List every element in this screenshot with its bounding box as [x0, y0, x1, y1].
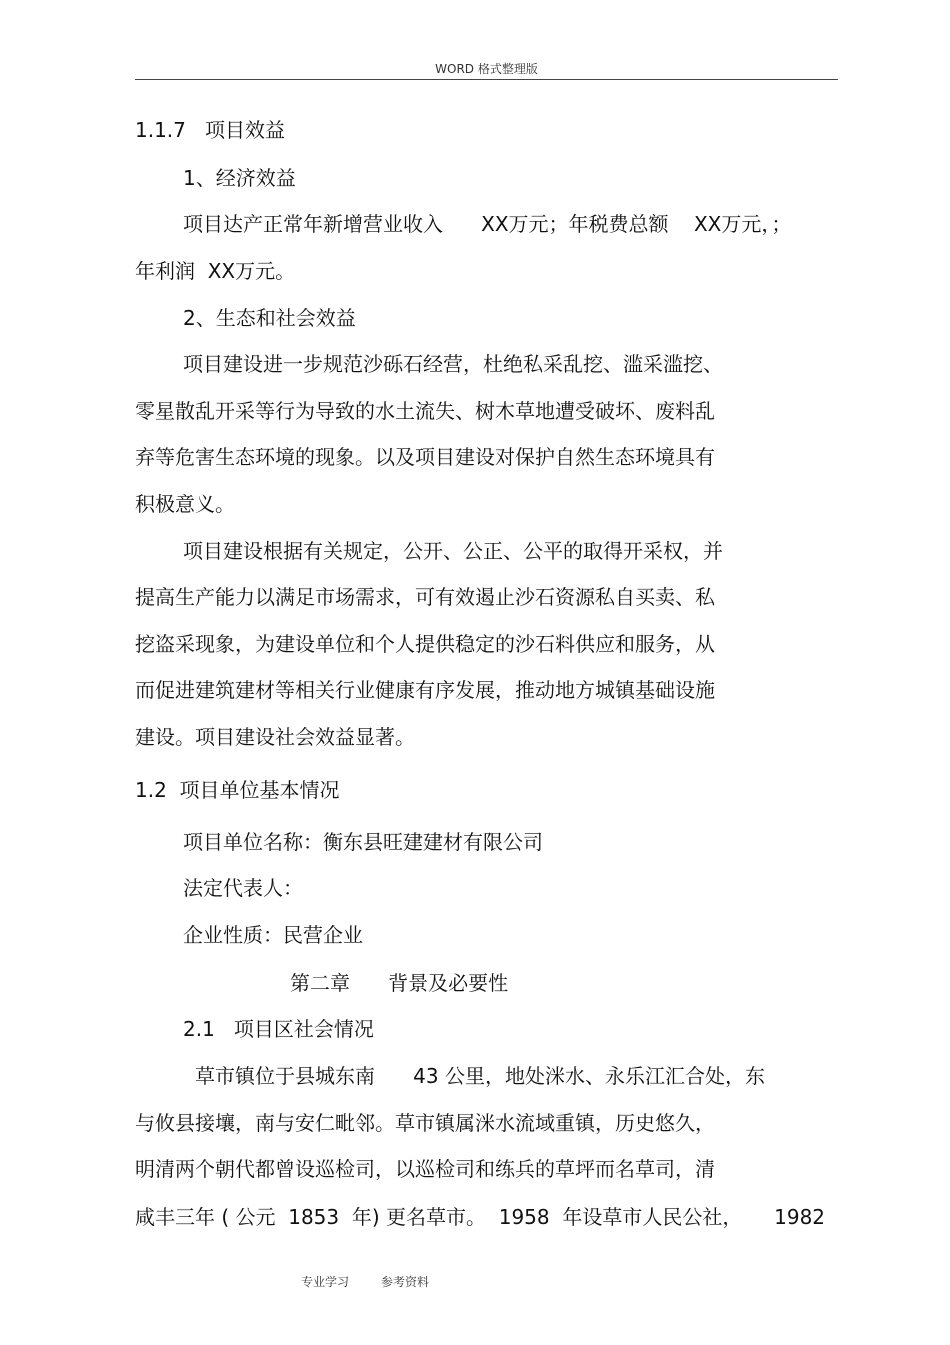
info-line: 项目单位名称：衡东县旺建建材有限公司	[183, 830, 543, 854]
footer-left-label: 专业学习	[301, 1275, 350, 1289]
header-divider	[135, 79, 838, 80]
subsection-heading: 1、经济效益	[183, 166, 296, 190]
info-line: 企业性质：民营企业	[183, 923, 363, 947]
paragraph-line: 挖盗采现象，为建设单位和个人提供稳定的沙石料供应和服务，从	[135, 632, 715, 656]
info-line: 法定代表人：	[183, 876, 303, 900]
paragraph-line: 项目建设进一步规范沙砾石经营，杜绝私采乱挖、滥采滥挖、	[183, 352, 723, 376]
page-header: WORD 格式整理版	[435, 62, 538, 76]
paragraph-line: 草市镇位于县城东南 43 公里，地处洣水、永乐江汇合处，东	[195, 1064, 765, 1088]
paragraph-line: 明清两个朝代都曾设巡检司，以巡检司和练兵的草坪而名草司，清	[135, 1157, 715, 1181]
paragraph-line: 积极意义。	[135, 492, 235, 516]
paragraph-line: 提高生产能力以满足市场需求，可有效遏止沙石资源私自买卖、私	[135, 585, 715, 609]
chapter-title: 第二章 背景及必要性	[290, 971, 509, 995]
paragraph-line: 咸丰三年 ( 公元 1853 年) 更名草市。 1958 年设草市人民公社， 1982	[135, 1205, 826, 1229]
section-heading: 1.2 项目单位基本情况	[135, 778, 340, 802]
paragraph-line: 与攸县接壤，南与安仁毗邻。草市镇属洣水流域重镇，历史悠久，	[135, 1111, 715, 1135]
paragraph-line: 建设。项目建设社会效益显著。	[135, 725, 415, 749]
section-heading: 2.1 项目区社会情况	[183, 1017, 374, 1041]
paragraph-line: 弃等危害生态环境的现象。以及项目建设对保护自然生态环境具有	[135, 445, 715, 469]
section-heading: 1.1.7 项目效益	[135, 118, 285, 142]
subsection-heading: 2、生态和社会效益	[183, 306, 356, 330]
paragraph-line: 年利润 XX万元。	[135, 259, 296, 283]
paragraph-line: 零星散乱开采等行为导致的水土流失、树木草地遭受破坏、废料乱	[135, 399, 715, 423]
paragraph-line: 项目建设根据有关规定，公开、公正、公平的取得开采权，并	[183, 539, 723, 563]
footer-right-label: 参考资料	[381, 1275, 430, 1289]
paragraph-line: 项目达产正常年新增营业收入 XX万元；年税费总额 XX万元，；	[183, 212, 792, 236]
paragraph-line: 而促进建筑建材等相关行业健康有序发展，推动地方城镇基础设施	[135, 678, 715, 702]
